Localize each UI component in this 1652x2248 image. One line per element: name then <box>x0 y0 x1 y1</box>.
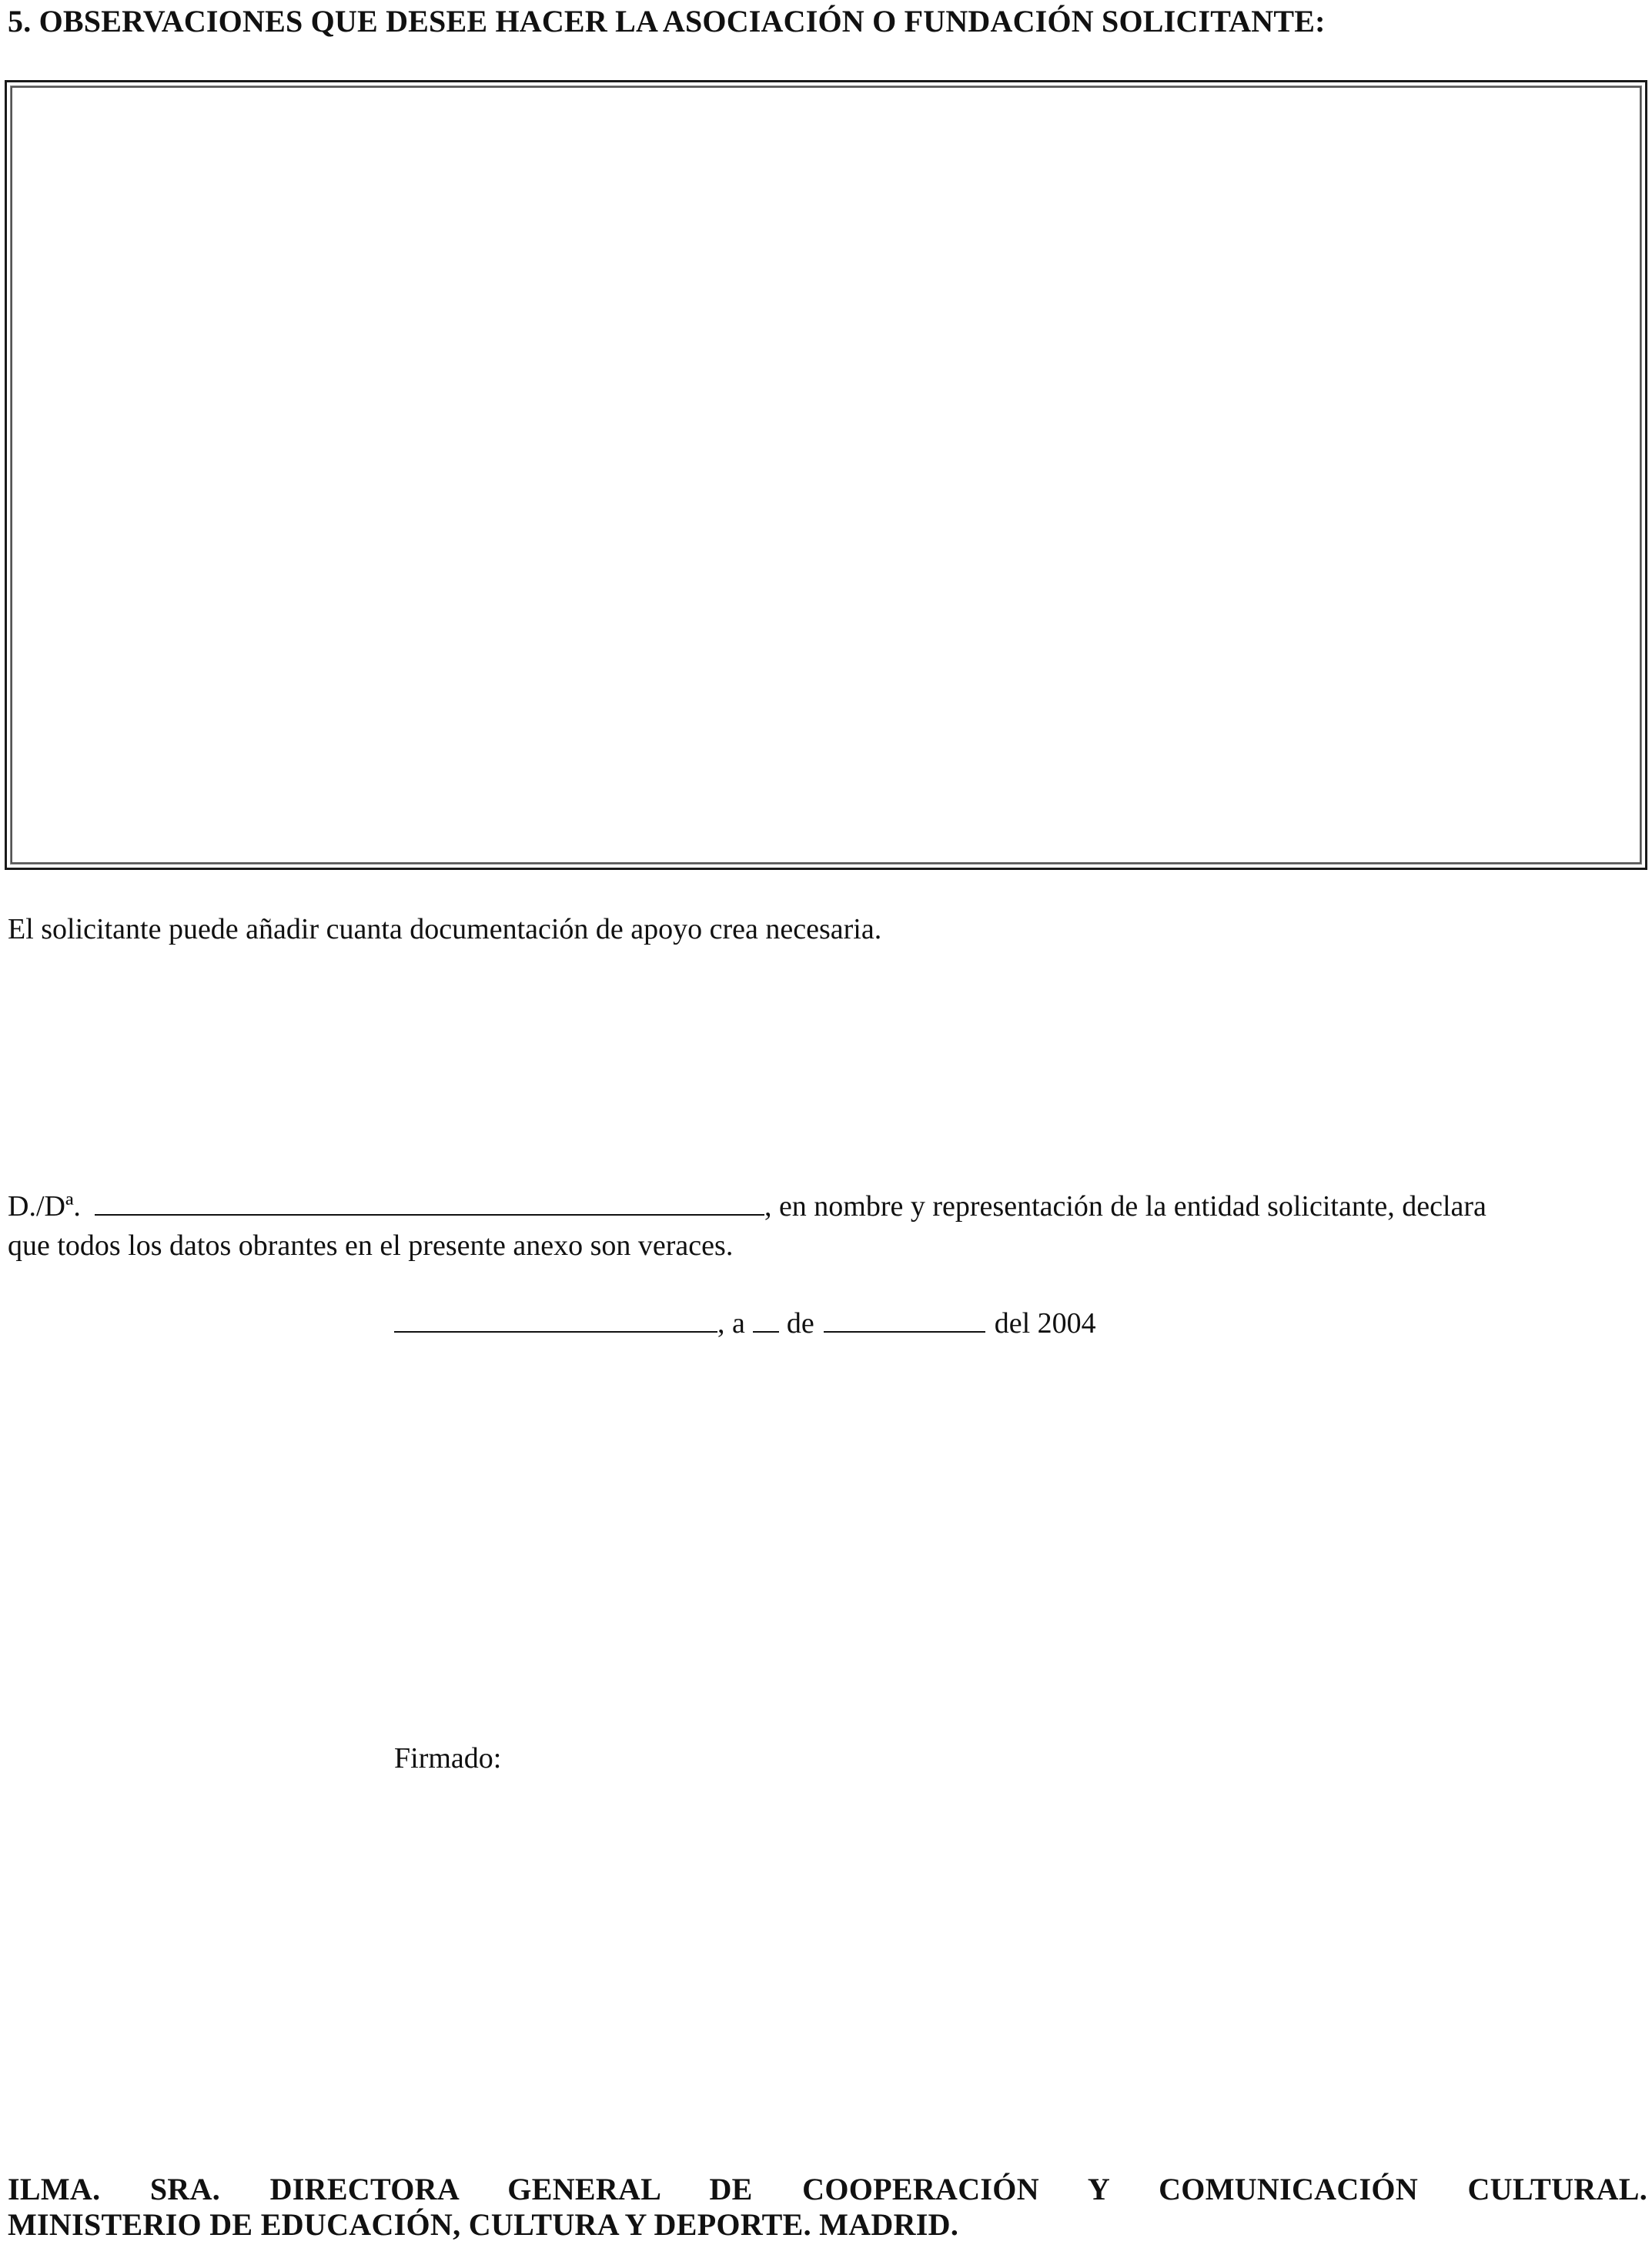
place-blank[interactable] <box>394 1308 717 1333</box>
declaration-prefix: D./Dª. <box>8 1190 81 1223</box>
day-blank[interactable] <box>753 1308 779 1333</box>
declaration-line-1-suffix: , en nombre y representación de la entidad solicitante, declara <box>764 1190 1486 1223</box>
declaration-line-2: que todos los datos obrantes en el presente anexo son veraces. <box>8 1229 734 1262</box>
month-blank[interactable] <box>824 1308 985 1333</box>
support-note: El solicitante puede añadir cuanta documentación de apoyo crea necesaria. <box>8 913 882 945</box>
addressee-line-1: ILMA. SRA. DIRECTORA GENERAL DE COOPERACIÓN Y COMUNICACIÓN CULTURAL. <box>8 2172 1647 2206</box>
declaration-line-1 <box>8 1189 1647 1223</box>
place-date-de: de <box>786 1307 814 1340</box>
observations-box[interactable] <box>5 80 1647 870</box>
place-date-a: , a <box>717 1307 745 1340</box>
place-date-line <box>394 1306 1096 1340</box>
signed-label: Firmado: <box>394 1742 502 1775</box>
section-heading: 5. OBSERVACIONES QUE DESEE HACER LA ASOCIACIÓN O FUNDACIÓN SOLICITANTE: <box>8 4 1326 38</box>
representative-name-blank[interactable] <box>95 1189 764 1216</box>
place-date-year: del 2004 <box>994 1307 1096 1340</box>
addressee-line-2: MINISTERIO DE EDUCACIÓN, CULTURA Y DEPORTE. MADRID. <box>8 2207 959 2242</box>
